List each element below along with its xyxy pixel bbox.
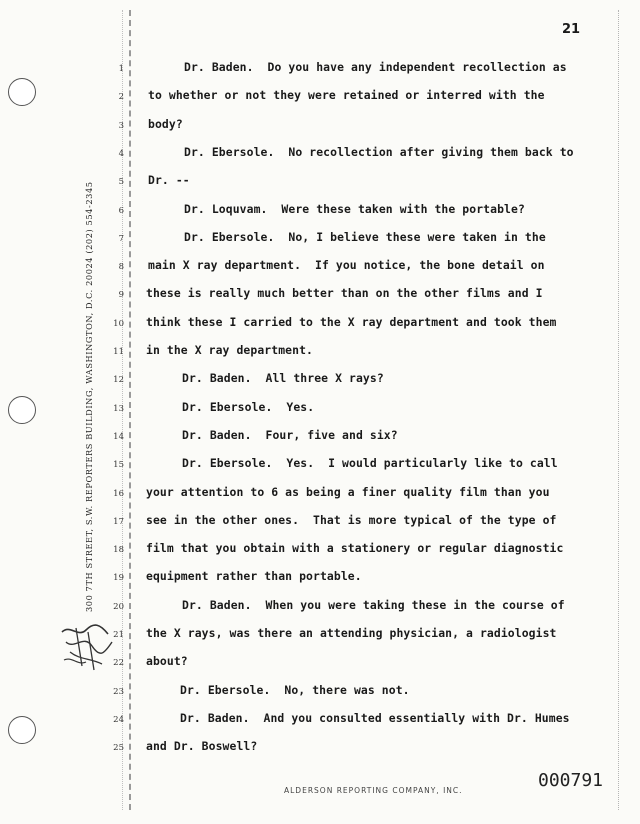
line-number: 2 <box>118 92 124 103</box>
line-number: 5 <box>118 177 124 188</box>
line-number: 18 <box>113 545 124 556</box>
transcript-line: about? <box>146 654 188 669</box>
transcript-line: Dr. Loquvam. Were these taken with the portable? <box>184 201 525 216</box>
transcript-line: your attention to 6 as being a finer quality film than you <box>146 484 550 499</box>
transcript-line: and Dr. Boswell? <box>146 739 258 754</box>
line-number: 7 <box>118 233 124 244</box>
line-number: 10 <box>113 318 124 329</box>
line-number: 1 <box>118 64 124 74</box>
page-number: 21 <box>562 22 581 37</box>
transcript-line: body? <box>148 116 183 131</box>
line-number: 14 <box>113 431 124 442</box>
transcript-line: think these I carried to the X ray department and took them <box>146 314 557 329</box>
margin-rule <box>129 10 131 810</box>
bates-number: 000791 <box>538 770 604 791</box>
transcript-line: the X rays, was there an attending physician, a radiologist <box>146 626 557 640</box>
line-number: 22 <box>113 658 124 669</box>
line-number: 3 <box>118 120 124 131</box>
margin-rule <box>618 10 619 810</box>
line-number: 4 <box>118 148 124 159</box>
line-number: 25 <box>113 743 124 754</box>
transcript-line: Dr. Ebersole. No recollection after giving them back to <box>184 144 574 159</box>
transcript-line: Dr. Baden. When you were taking these in the course of <box>182 597 565 612</box>
transcript-line: these is really much better than on the other films and I <box>146 286 543 301</box>
transcript-line: in the X ray department. <box>146 343 313 357</box>
transcript-line: Dr. Baden. And you consulted essentially with Dr. Humes <box>180 710 570 725</box>
transcript-line: Dr. Ebersole. No, there was not. <box>180 682 410 697</box>
transcript-line: equipment rather than portable. <box>146 569 362 584</box>
signature-seal-icon <box>56 620 118 674</box>
binder-hole-icon <box>8 396 36 424</box>
transcript-line: see in the other ones. That is more typical of the type of <box>146 512 557 527</box>
line-number: 16 <box>113 488 124 499</box>
transcript-line: to whether or not they were retained or interred with the <box>148 88 545 103</box>
line-number: 17 <box>113 516 124 527</box>
transcript-line: Dr. Ebersole. Yes. <box>182 399 315 414</box>
line-number: 13 <box>113 403 124 414</box>
line-number: 11 <box>113 347 124 357</box>
transcript-line: main X ray department. If you notice, the bone detail on <box>148 258 545 273</box>
transcript-line: Dr. Baden. Four, five and six? <box>182 427 398 442</box>
reporter-address: 300 7TH STREET, S.W. REPORTERS BUILDING, WASHINGTON, D.C. 20024 (202) 554-2345 <box>84 181 94 612</box>
transcript-line: Dr. Ebersole. No, I believe these were taken in the <box>184 229 546 244</box>
transcript-line: Dr. -- <box>148 173 190 188</box>
line-number: 9 <box>118 290 124 301</box>
line-number: 12 <box>113 375 124 386</box>
line-number: 6 <box>118 205 124 216</box>
line-number: 15 <box>113 460 124 471</box>
line-number: 21 <box>113 630 124 640</box>
transcript-line: film that you obtain with a stationery or regular diagnostic <box>146 541 564 556</box>
transcript-line: Dr. Baden. All three X rays? <box>182 371 384 386</box>
transcript-line: Dr. Baden. Do you have any independent recollection as <box>184 60 567 74</box>
line-number: 19 <box>113 573 124 584</box>
binder-hole-icon <box>8 716 36 744</box>
reporting-company-footer: ALDERSON REPORTING COMPANY, INC. <box>284 786 463 795</box>
transcript-line: Dr. Ebersole. Yes. I would particularly like to call <box>182 456 558 471</box>
line-number: 20 <box>113 601 124 612</box>
line-number: 8 <box>118 262 124 273</box>
line-number: 23 <box>113 686 124 697</box>
binder-hole-icon <box>8 78 36 106</box>
line-number: 24 <box>113 714 124 725</box>
